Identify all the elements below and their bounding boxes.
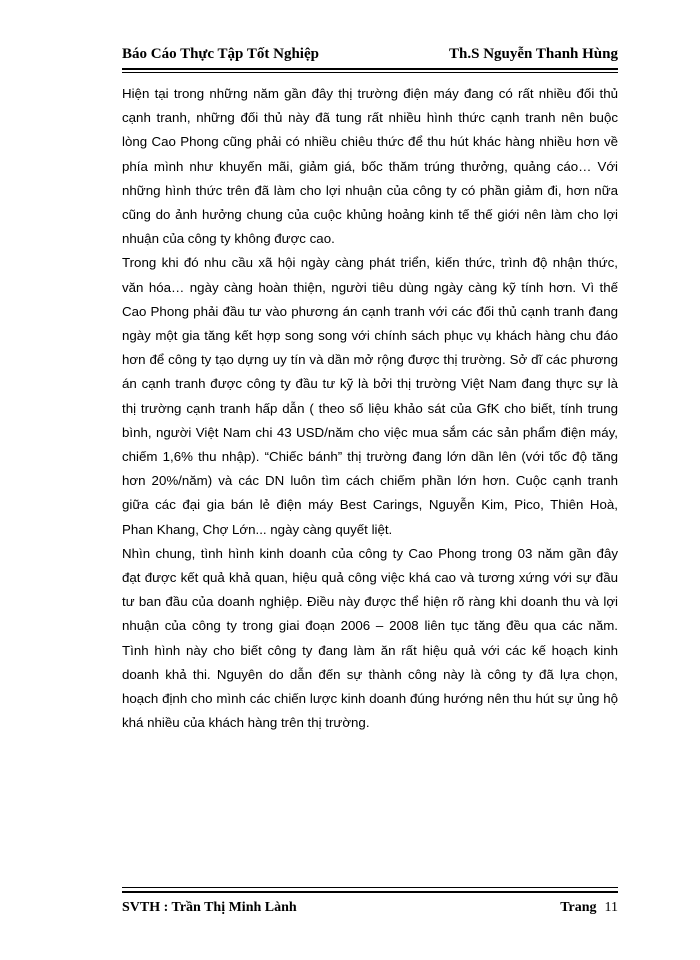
text-line: bình, người Việt Nam chi 43 USD/năm cho việc mua sắm các sản phẩm điện máy, (122, 424, 618, 440)
page-number-block (560, 900, 618, 916)
text-line: cũng do ảnh hưởng chung của cuộc khủng hoảng kinh tế thế giới nên làm cho lợi (122, 207, 618, 223)
text-line: Cao Phong phải đầu tư vào phương án cạnh tranh với các đối thủ cạnh tranh đang (122, 303, 618, 319)
text-line: thị trường cạnh tranh hấp dẫn ( theo số liệu khảo sát của GfK cho biết, tính trung (122, 400, 618, 416)
text-line: Hiện tại trong những năm gần đây thị trường điện máy đang có rất nhiều đối thủ (122, 86, 618, 101)
document-body (122, 82, 618, 735)
text-line: chiếm 1,6% thu nhập). “Chiếc bánh” thị trường đang lớn dần lên (với tốc độ tăng (122, 449, 618, 465)
paragraph-3 (122, 542, 618, 736)
text-line: tư ban đầu của doanh nghiệp. Điều này được thể hiện rõ ràng khi doanh thu và lợi (122, 594, 618, 610)
text-line: hơn 20%/năm) và các DN luôn tìm cách chiếm phần lớn hơn. Cuộc cạnh tranh (122, 473, 618, 489)
header-supervisor: Th.S Nguyễn Thanh Hùng (449, 46, 618, 62)
footer-student-name: SVTH : Trần Thị Minh Lành (122, 900, 297, 915)
text-line: Phan Khang, Chợ Lớn... ngày càng quyết liệt. (122, 521, 393, 537)
text-line: án cạnh tranh được công ty đầu tư kỹ là bởi thị trường Việt Nam đang thực sự là (122, 376, 618, 392)
text-line: doanh khả thi. Nguyên do dẫn đến sự thành công này là công ty đã lựa chọn, (122, 666, 618, 682)
paragraph-1 (122, 82, 618, 251)
footer-divider-thin (122, 887, 618, 888)
text-line: giữa các đại gia bán lẻ điện máy Best Carings, Nguyễn Kim, Pico, Thiên Hoà, (122, 497, 618, 513)
text-line: khá nhiều của khách hàng trên thị trường. (122, 715, 370, 731)
page-number: 11 (604, 900, 618, 915)
header-divider-thin (122, 72, 618, 73)
page-header (122, 46, 618, 68)
text-line: ngày một gia tăng kết hợp song song với chính sách phục vụ khách hàng chu đáo (122, 328, 618, 344)
text-line: Trong khi đó nhu cầu xã hội ngày càng phát triển, kiến thức, trình độ nhận thức, (122, 255, 618, 271)
text-line: Nhìn chung, tình hình kinh doanh của công ty Cao Phong trong 03 năm gần đây (122, 545, 618, 561)
footer-divider (122, 891, 618, 893)
text-line: hơn để công ty tạo dựng uy tín và dần mở rộng được thị trường. Sở dĩ các phương (122, 352, 618, 368)
header-report-title: Báo Cáo Thực Tập Tốt Nghiệp (122, 46, 319, 62)
text-line: phía mình như khuyến mãi, giảm giá, bốc thăm trúng thưởng, quảng cáo… Với (122, 158, 618, 174)
text-line: văn hóa… ngày càng hoàn thiện, người tiêu dùng ngày càng kỹ tính hơn. Vì thế (122, 279, 618, 295)
text-line: nhuận của công ty trong giai đoạn 2006 – 2008 liên tục tăng đều qua các năm. (122, 618, 618, 634)
page-label: Trang (560, 900, 597, 915)
page-footer (122, 900, 618, 922)
text-line: những hình thức trên đã làm cho lợi nhuận của công ty có phần giảm đi, hơn nữa (122, 182, 618, 198)
text-line: nhuận của công ty không được cao. (122, 231, 335, 247)
text-line: đạt được kết quả khả quan, hiệu quả công việc khá cao và tương xứng với sự đầu (122, 570, 618, 586)
paragraph-2 (122, 251, 618, 541)
text-line: cạnh tranh, những đối thủ này đã tung rất nhiều hình thức cạnh tranh nên buộc (122, 110, 618, 126)
text-line: lòng Cao Phong cũng phải có nhiều chiêu thức để thu hút khác hàng nhiều hơn về (122, 134, 618, 150)
text-line: Tình hình này cho biết công ty đang làm ăn rất hiệu quả với các kế hoạch kinh (122, 642, 618, 658)
header-divider (122, 68, 618, 70)
text-line: hoạch định cho mình các chiến lược kinh doanh đúng hướng nên thu hút sự ủng hộ (122, 691, 618, 707)
